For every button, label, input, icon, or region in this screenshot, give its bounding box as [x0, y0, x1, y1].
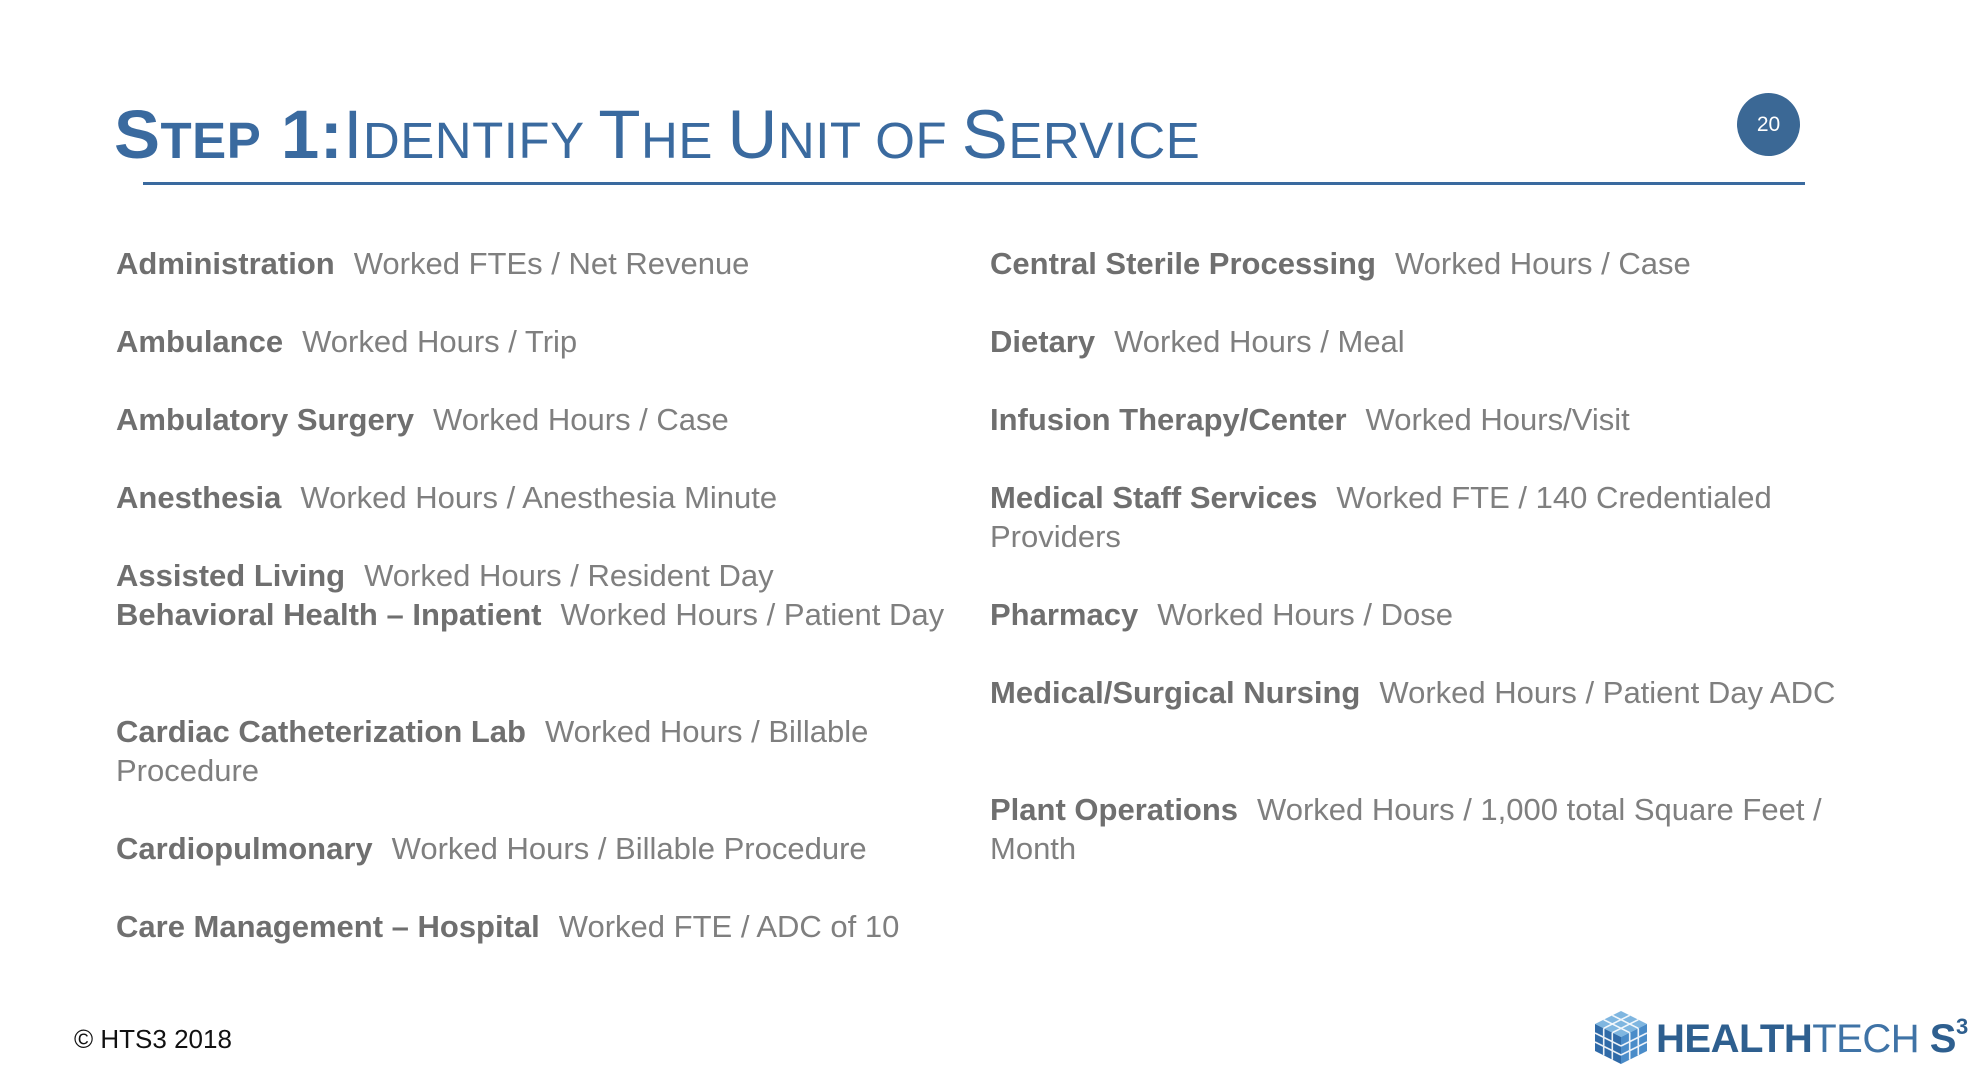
department-name: Care Management – Hospital — [116, 909, 540, 944]
unit-of-service: Worked Hours / Patient Day — [560, 597, 945, 632]
department-name: Behavioral Health – Inpatient — [116, 597, 542, 632]
logo-text-light: TECH — [1812, 1016, 1930, 1061]
title-part: S — [114, 96, 161, 173]
cube-logo-icon — [1592, 1008, 1650, 1066]
list-item — [990, 400, 1860, 439]
unit-of-service: Worked Hours / Trip — [302, 324, 578, 359]
department-name: Anesthesia — [116, 480, 282, 515]
title-part: TEP — [160, 112, 262, 169]
department-name: Ambulance — [116, 324, 284, 359]
list-item — [116, 907, 976, 946]
title-part: NIT OF — [777, 112, 962, 169]
list-item — [116, 478, 976, 517]
unit-of-service: Worked Hours / Anesthesia Minute — [300, 480, 778, 515]
department-name: Medical Staff Services — [990, 480, 1318, 515]
slide-title — [114, 96, 1201, 173]
title-part: S — [961, 96, 1009, 173]
title-part: ERVICE — [1008, 112, 1201, 169]
department-name: Pharmacy — [990, 597, 1139, 632]
unit-of-service: Worked Hours/Visit — [1365, 402, 1630, 437]
list-item — [990, 478, 1860, 556]
list-item — [116, 712, 976, 790]
list-item — [116, 400, 976, 439]
list-item — [990, 244, 1860, 283]
page-number-badge: 20 — [1737, 93, 1800, 156]
department-name: Administration — [116, 246, 335, 281]
list-item — [116, 829, 976, 868]
list-item — [116, 556, 976, 595]
unit-of-service: Worked FTE / 140 Credentialed Providers — [990, 480, 1772, 554]
title-part: U — [727, 96, 778, 173]
title-part: DENTIFY — [362, 112, 599, 169]
department-name: Plant Operations — [990, 792, 1239, 827]
unit-of-service: Worked Hours / Case — [433, 402, 729, 437]
department-name: Cardiopulmonary — [116, 831, 373, 866]
department-name: Infusion Therapy/Center — [990, 402, 1347, 437]
logo-text-sup: 3 — [1955, 1013, 1968, 1039]
list-item — [116, 244, 976, 283]
list-item — [990, 673, 1860, 712]
department-name: Assisted Living — [116, 558, 346, 593]
logo-text-bold: HEALTH — [1656, 1016, 1813, 1061]
unit-of-service: Worked Hours / Billable Procedure — [391, 831, 867, 866]
list-item — [116, 322, 976, 361]
unit-of-service: Worked Hours / Billable Procedure — [116, 714, 869, 788]
unit-of-service: Worked Hours / Patient Day ADC — [1379, 675, 1836, 710]
title-divider — [143, 182, 1805, 185]
logo-text-s: S — [1929, 1016, 1956, 1061]
unit-of-service: Worked FTEs / Net Revenue — [353, 246, 750, 281]
list-item — [116, 595, 976, 634]
unit-of-service: Worked Hours / 1,000 total Square Feet / Month — [990, 792, 1822, 866]
title-part: I — [343, 96, 363, 173]
department-name: Cardiac Catheterization Lab — [116, 714, 526, 749]
department-name: Ambulatory Surgery — [116, 402, 415, 437]
department-name: Central Sterile Processing — [990, 246, 1376, 281]
unit-of-service: Worked FTE / ADC of 10 — [558, 909, 900, 944]
list-item — [990, 790, 1860, 868]
list-item — [990, 595, 1860, 634]
unit-of-service: Worked Hours / Meal — [1114, 324, 1405, 359]
department-name: Medical/Surgical Nursing — [990, 675, 1361, 710]
list-item — [990, 322, 1860, 361]
unit-of-service: Worked Hours / Case — [1394, 246, 1691, 281]
title-part: 1: — [261, 96, 344, 173]
department-name: Dietary — [990, 324, 1096, 359]
copyright-notice: © HTS3 2018 — [74, 1024, 232, 1054]
title-part: HE — [641, 112, 728, 169]
unit-of-service: Worked Hours / Dose — [1157, 597, 1453, 632]
title-part: T — [598, 96, 641, 173]
unit-of-service: Worked Hours / Resident Day — [364, 558, 774, 593]
logo-wordmark — [1656, 1013, 1968, 1061]
healthtech-logo — [1592, 1008, 1968, 1066]
